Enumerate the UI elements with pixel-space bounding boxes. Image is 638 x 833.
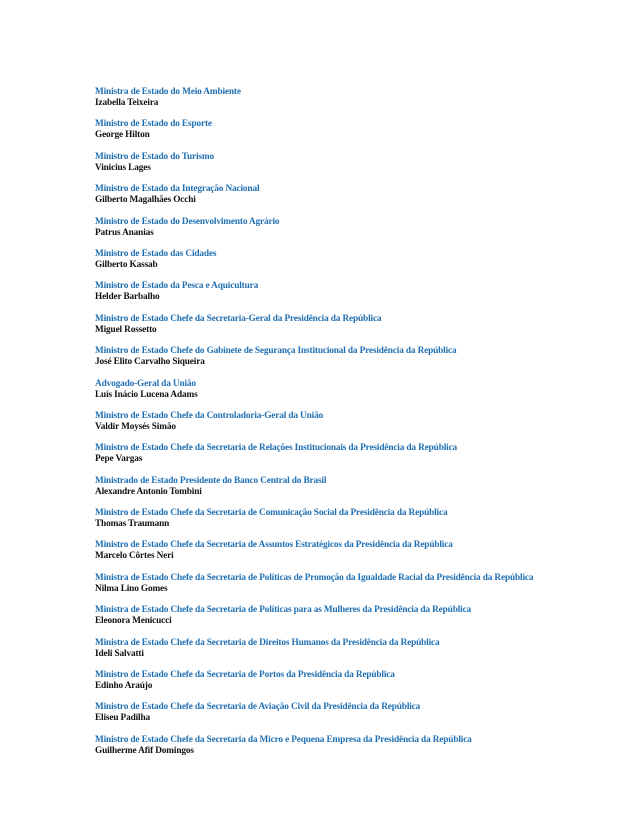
- minister-name: Marcelo Côrtes Neri: [95, 551, 174, 562]
- minister-entry: [95, 670, 615, 702]
- minister-role: Ministro de Estado Chefe da Secretaria da Micro e Pequena Empresa da Presidência da República: [95, 734, 472, 745]
- minister-role: Advogado-Geral da União: [95, 378, 196, 389]
- minister-role: Ministro de Estado das Cidades: [95, 248, 217, 259]
- minister-entry: [95, 184, 615, 216]
- minister-role: Ministro de Estado Chefe da Secretaria de Comunicação Social da Presidência da República: [95, 508, 448, 519]
- minister-role: Ministro de Estado Chefe da Secretaria de Assuntos Estratégicos da Presidência da República: [95, 540, 453, 551]
- minister-role: Ministro de Estado Chefe da Secretaria-Geral da Presidência da República: [95, 313, 382, 324]
- minister-name: Izabella Teixeira: [95, 98, 159, 108]
- minister-role: Ministra de Estado Chefe da Secretaria de Políticas de Promoção da Igualdade Racial da Presidência da República: [95, 572, 534, 583]
- minister-entry: [95, 217, 615, 249]
- minister-name: Gilberto Kassab: [95, 259, 158, 270]
- minister-name: Thomas Traumann: [95, 519, 170, 530]
- minister-name: Alexandre Antonio Tombini: [95, 486, 202, 497]
- minister-role: Ministro de Estado do Esporte: [95, 119, 212, 130]
- minister-entry: [95, 314, 615, 346]
- minister-entry: [95, 508, 615, 540]
- minister-entry: [95, 605, 615, 637]
- minister-entry: [95, 152, 615, 184]
- minister-role: Ministro de Estado do Turismo: [95, 151, 214, 162]
- minister-entry: [95, 702, 615, 734]
- minister-name: Helder Barbalho: [95, 292, 160, 303]
- minister-entry: [95, 411, 615, 443]
- minister-name: Patrus Ananias: [95, 227, 154, 238]
- minister-role: Ministro de Estado Chefe da Secretaria de Relações Institucionais da Presidência da República: [95, 443, 458, 454]
- minister-entry: [95, 346, 615, 378]
- minister-role: Ministro de Estado do Desenvolvimento Agrário: [95, 216, 280, 227]
- minister-entry: [95, 638, 615, 670]
- minister-entry: [95, 573, 615, 605]
- minister-role: Ministro de Estado Chefe da Secretaria de Aviação Civil da Presidência da República: [95, 702, 421, 713]
- minister-role: Ministro de Estado Chefe do Gabinete de Segurança Institucional da Presidência da República: [95, 346, 457, 357]
- minister-name: Edinho Araújo: [95, 681, 153, 692]
- minister-entry: [95, 249, 615, 281]
- minister-name: Ideli Salvatti: [95, 648, 144, 659]
- minister-name: George Hilton: [95, 130, 150, 141]
- minister-role: Ministra de Estado Chefe da Secretaria de Políticas para as Mulheres da Presidência da República: [95, 605, 472, 616]
- minister-name: Vinicius Lages: [95, 162, 151, 173]
- minister-entry: [95, 379, 615, 411]
- minister-entry: [95, 540, 615, 572]
- minister-name: Valdir Moysés Simão: [95, 421, 176, 432]
- minister-entry: [95, 443, 615, 475]
- minister-name: Luís Inácio Lucena Adams: [95, 389, 198, 400]
- minister-role: Ministra de Estado Chefe da Secretaria de Direitos Humanos da Presidência da República: [95, 637, 440, 648]
- minister-entry: [95, 281, 615, 313]
- minister-role: Ministra de Estado do Meio Ambiente: [95, 87, 241, 97]
- minister-role: Ministrado de Estado Presidente do Banco Central do Brasil: [95, 475, 327, 486]
- minister-name: Gilberto Magalhães Occhi: [95, 195, 196, 206]
- minister-name: Eliseu Padilha: [95, 713, 150, 724]
- minister-name: Eleonora Menicucci: [95, 616, 172, 627]
- minister-name: Nilma Lino Gomes: [95, 583, 168, 594]
- minister-entry: [95, 119, 615, 151]
- minister-entry: [95, 87, 615, 119]
- minister-name: Guilherme Afif Domingos: [95, 745, 194, 756]
- minister-list: [95, 87, 615, 767]
- minister-role: Ministro de Estado da Pesca e Aquicultura: [95, 281, 259, 292]
- minister-entry: [95, 735, 615, 767]
- minister-entry: [95, 476, 615, 508]
- minister-name: Pepe Vargas: [95, 454, 143, 465]
- minister-name: José Elito Carvalho Siqueira: [95, 357, 205, 368]
- minister-role: Ministro de Estado Chefe da Secretaria de Portos da Presidência da República: [95, 670, 395, 681]
- minister-role: Ministro de Estado da Integração Nacional: [95, 184, 260, 195]
- minister-role: Ministro de Estado Chefe da Controladoria-Geral da União: [95, 410, 324, 421]
- minister-name: Miguel Rossetto: [95, 324, 157, 335]
